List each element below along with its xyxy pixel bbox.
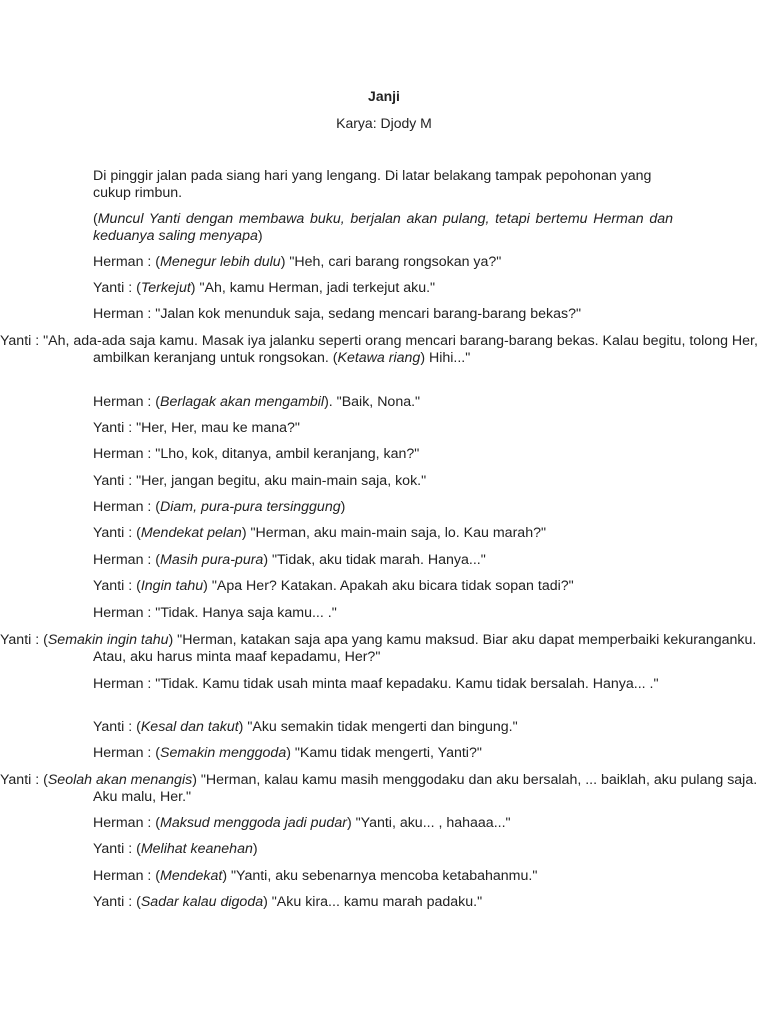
dialogue-line-9: Herman : "Lho, kok, ditanya, ambil keranjang, kan?" [93,446,420,462]
dialogue-line-11: Herman : (Diam, pura-pura tersinggung) [93,499,346,515]
dialogue-line-5: Herman : "Jalan kok menunduk saja, sedang mencari barang-barang bekas?" [93,306,582,322]
dialogue-line-22: Yanti : (Melihat keanehan) [93,841,258,857]
dialogue-line-17: Herman : "Tidak. Kamu tidak usah minta maaf kepadaku. Kamu tidak bersalah. Hanya... ." [93,676,659,692]
dialogue-line-19: Herman : (Semakin menggoda) "Kamu tidak mengerti, Yanti?" [93,745,482,761]
dialogue-line-12: Yanti : (Mendekat pelan) "Herman, aku main-main saja, lo. Kau marah?" [93,525,547,541]
dialogue-line-24: Yanti : (Sadar kalau digoda) "Aku kira... kamu marah padaku." [93,894,483,910]
dialogue-line-3: Herman : (Menegur lebih dulu) "Heh, cari barang rongsokan ya?" [93,254,502,270]
dialogue-line-10: Yanti : "Her, jangan begitu, aku main-main saja, kok." [93,473,427,489]
dialogue-line-4: Yanti : (Terkejut) "Ah, kamu Herman, jadi terkejut aku." [93,280,436,296]
setting-paragraph: Di pinggir jalan pada siang hari yang lengang. Di latar belakang tampak pepohonan yang cukup rimbun. [93,168,652,201]
dialogue-line-6: Yanti : "Ah, ada-ada saja kamu. Masak iya jalanku seperti orang mencari barang-barang bekas. Kalau begitu, tolong Her, ambilkan keranjang untuk rongsokan. (Ketawa riang) Hihi..." [0,333,758,366]
stage-direction-opening: (Muncul Yanti dengan membawa buku, berjalan akan pulang, tetapi bertemu Herman dan keduanya saling menyapa) [93,211,673,244]
dialogue-line-8: Yanti : "Her, Her, mau ke mana?" [93,420,300,436]
script-title: Janji [368,88,400,104]
dialogue-line-7: Herman : (Berlagak akan mengambil). "Baik, Nona." [93,394,421,410]
dialogue-line-21: Herman : (Maksud menggoda jadi pudar) "Yanti, aku... , hahaaa..." [93,815,511,831]
dialogue-line-14: Yanti : (Ingin tahu) "Apa Her? Katakan. Apakah aku bicara tidak sopan tadi?" [93,578,574,594]
dialogue-line-15: Herman : "Tidak. Hanya saja kamu... ." [93,605,337,621]
dialogue-line-16: Yanti : (Semakin ingin tahu) "Herman, katakan saja apa yang kamu maksud. Biar aku dapat memperbaiki kekuranganku. Atau, aku harus minta maaf kepadamu, Her?" [0,632,757,665]
dialogue-line-20: Yanti : (Seolah akan menangis) "Herman, kalau kamu masih menggodaku dan aku bersalah, ... baiklah, aku pulang saja. Aku malu, Her." [0,772,758,805]
dialogue-line-18: Yanti : (Kesal dan takut) "Aku semakin tidak mengerti dan bingung." [93,719,518,735]
script-author: Karya: Djody M [336,115,432,131]
dialogue-line-13: Herman : (Masih pura-pura) "Tidak, aku tidak marah. Hanya..." [93,552,486,568]
dialogue-line-23: Herman : (Mendekat) "Yanti, aku sebenarnya mencoba ketabahanmu." [93,868,538,884]
